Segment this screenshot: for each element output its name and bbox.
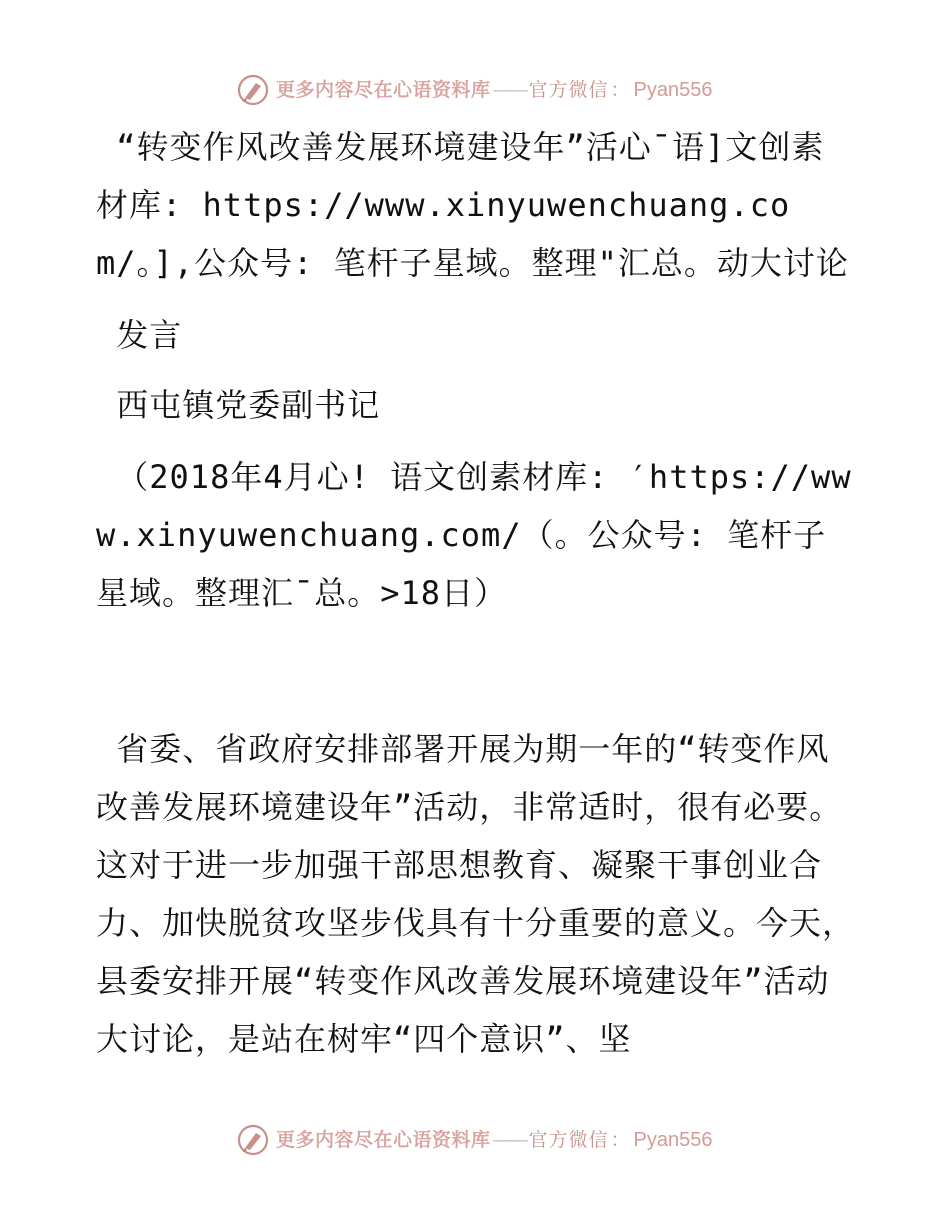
document-heading: “转变作风改善发展环境建设年”活心¯语]文创素材库: https://www.xinyuwenchuang.com/。],公众号: 笔杆子星域。整理"汇总。动大讨论 xyxy=(96,128,849,282)
watermark-header xyxy=(236,72,756,108)
speaker-organization: 西屯镇党委副书记 xyxy=(96,386,381,424)
watermark-colon: ： xyxy=(610,1128,630,1151)
watermark-title: 更多内容尽在心语资料库 xyxy=(276,1128,491,1151)
watermark-label: 官方微信 xyxy=(528,78,609,101)
document-subtitle: 发言 xyxy=(96,316,183,354)
watermark-label: 官方微信 xyxy=(528,1128,609,1151)
watermark-colon: ： xyxy=(610,78,630,101)
watermark-title: 更多内容尽在心语资料库 xyxy=(276,78,491,101)
watermark-separator: —— xyxy=(492,1128,527,1151)
watermark-footer xyxy=(236,1122,756,1158)
date-line: （2018年4月心! 语文创素材库: ′https://www.xinyuwenchuang.com/（。公众号: 笔杆子星域。整理汇¯总。>18日） xyxy=(96,458,852,612)
body-paragraph: 省委、省政府安排部署开展为期一年的“转变作风改善发展环境建设年”活动，非常适时，很有必要。这对于进一步加强干部思想教育、凝聚干事创业合力、加快脱贫攻坚步伐具有十分重要的意义。今天，县委安排开展“转变作风改善发展环境建设年”活动大讨论，是站在树牢“四个意识”、坚 xyxy=(96,730,856,1058)
pen-logo-icon xyxy=(236,73,270,107)
pen-logo-icon xyxy=(236,1123,270,1157)
watermark-separator: —— xyxy=(492,78,527,101)
document-body xyxy=(96,118,856,1068)
watermark-handle: Pyan556 xyxy=(633,1129,713,1151)
watermark-handle: Pyan556 xyxy=(633,79,713,101)
